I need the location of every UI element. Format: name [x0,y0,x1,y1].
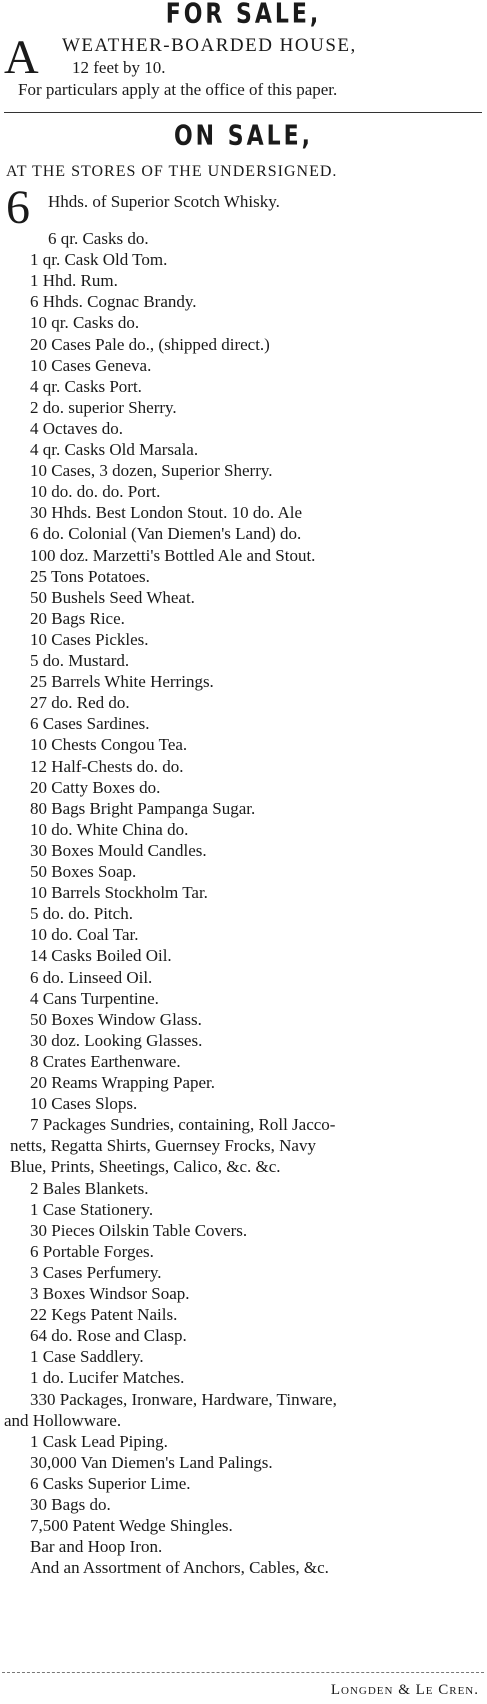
list-item: 20 Cases Pale do., (shipped direct.) [30,334,270,354]
list-item: And an Assortment of Anchors, Cables, &c. [30,1558,329,1578]
list-item: 20 Reams Wrapping Paper. [30,1073,216,1092]
list-item: 1 Cask Lead Piping. [30,1431,168,1451]
list-item: 30 doz. Looking Glasses. [30,1030,203,1050]
list-item: 30 Hhds. Best London Stout. 10 do. Ale [30,503,303,523]
list-item: 10 Chests Congou Tea. [30,735,188,755]
list-item: 20 Bags Rice. [30,608,125,628]
list-item: Bar and Hoop Iron. [30,1537,163,1557]
house-title-line: WEATHER-BOARDED HOUSE, [62,35,357,56]
particulars-line: For particulars apply at the office of this paper. [18,80,338,99]
list-item: 80 Bags Bright Pampanga Sugar. [30,798,256,818]
signature: Longden & Le Cren. [330,1682,479,1698]
list-item: 10 Cases Geneva. [30,355,152,375]
list-item: 5 do. do. Pitch. [30,904,133,924]
list-item: 1 Case Stationery. [30,1199,154,1219]
list-item: 6 Portable Forges. [30,1241,154,1261]
bottom-divider [2,1672,484,1673]
stores-subheading: AT THE STORES OF THE UNDERSIGNED. [6,163,338,180]
list-item: 25 Barrels White Herrings. [30,672,214,692]
list-item: 6 Casks Superior Lime. [30,1473,191,1493]
list-item: 50 Boxes Soap. [30,862,137,881]
list-item: 7 Packages Sundries, containing, Roll Jacco- [30,1115,336,1135]
drop-cap-six: 6 [6,181,30,234]
list-item: 64 do. Rose and Clasp. [30,1326,187,1346]
list-item: 14 Casks Boiled Oil. [30,946,172,966]
list-item: 1 do. Lucifer Matches. [30,1368,185,1388]
list-item: 7,500 Patent Wedge Shingles. [30,1516,233,1536]
list-item: 1 Hhd. Rum. [30,271,118,291]
list-item: 4 Octaves do. [30,418,124,438]
list-item: 6 do. Linseed Oil. [30,967,153,987]
list-item: 50 Bushels Seed Wheat. [30,587,195,607]
list-item: 10 do. White China do. [30,819,189,839]
whisky-line: Hhds. of Superior Scotch Whisky. [48,192,280,211]
list-item: 2 do. superior Sherry. [30,397,177,417]
list-item: 10 do. do. do. Port. [30,482,161,502]
list-item: 3 Boxes Windsor Soap. [30,1284,190,1303]
list-item: 12 Half-Chests do. do. [30,756,184,776]
house-size-line: 12 feet by 10. [72,58,166,77]
for-sale-heading: FOR SALE, [165,0,322,31]
section-divider [4,112,482,113]
list-item: 10 Cases, 3 dozen, Superior Sherry. [30,461,273,481]
list-item: 25 Tons Potatoes. [30,566,150,586]
list-item: 8 Crates Earthenware. [30,1051,181,1071]
list-item: 330 Packages, Ironware, Hardware, Tinware, [30,1389,337,1409]
list-item: 4 qr. Casks Old Marsala. [30,440,199,459]
list-item: 2 Bales Blankets. [30,1178,149,1198]
drop-cap-a: A [4,31,39,84]
list-item: netts, Regatta Shirts, Guernsey Frocks, Navy [10,1136,316,1156]
on-sale-heading: ON SALE, [173,120,314,153]
list-item: 27 do. Red do. [30,693,130,713]
list-item: 6 qr. Casks do. [48,229,149,248]
list-item: and Hollowware. [4,1410,122,1430]
list-item: 30 Bags do. [30,1495,111,1514]
list-item: 1 qr. Cask Old Tom. [30,250,168,270]
list-item: 6 Cases Sardines. [30,714,150,734]
list-item: 30,000 Van Diemen's Land Palings. [30,1452,273,1472]
list-item: 10 Cases Pickles. [30,629,149,649]
list-item: 1 Case Saddlery. [30,1347,144,1367]
list-item: 10 qr. Casks do. [30,313,140,333]
list-item: 10 Barrels Stockholm Tar. [30,883,208,903]
list-item: 5 do. Mustard. [30,651,130,670]
list-item: 30 Boxes Mould Candles. [30,840,207,860]
list-item: 30 Pieces Oilskin Table Covers. [30,1220,248,1240]
list-item: 10 do. Coal Tar. [30,925,139,945]
list-item: 100 doz. Marzetti's Bottled Ale and Stout. [30,545,316,565]
list-item: 20 Catty Boxes do. [30,777,161,797]
list-item: 4 qr. Casks Port. [30,376,142,396]
list-item: 22 Kegs Patent Nails. [30,1305,178,1325]
list-item: 6 do. Colonial (Van Diemen's Land) do. [30,524,302,544]
list-item: 6 Hhds. Cognac Brandy. [30,292,197,312]
list-item: 50 Boxes Window Glass. [30,1009,202,1029]
list-item: 4 Cans Turpentine. [30,988,159,1008]
list-item: Blue, Prints, Sheetings, Calico, &c. &c. [10,1157,281,1177]
list-item: 10 Cases Slops. [30,1094,138,1114]
list-item: 3 Cases Perfumery. [30,1262,162,1282]
